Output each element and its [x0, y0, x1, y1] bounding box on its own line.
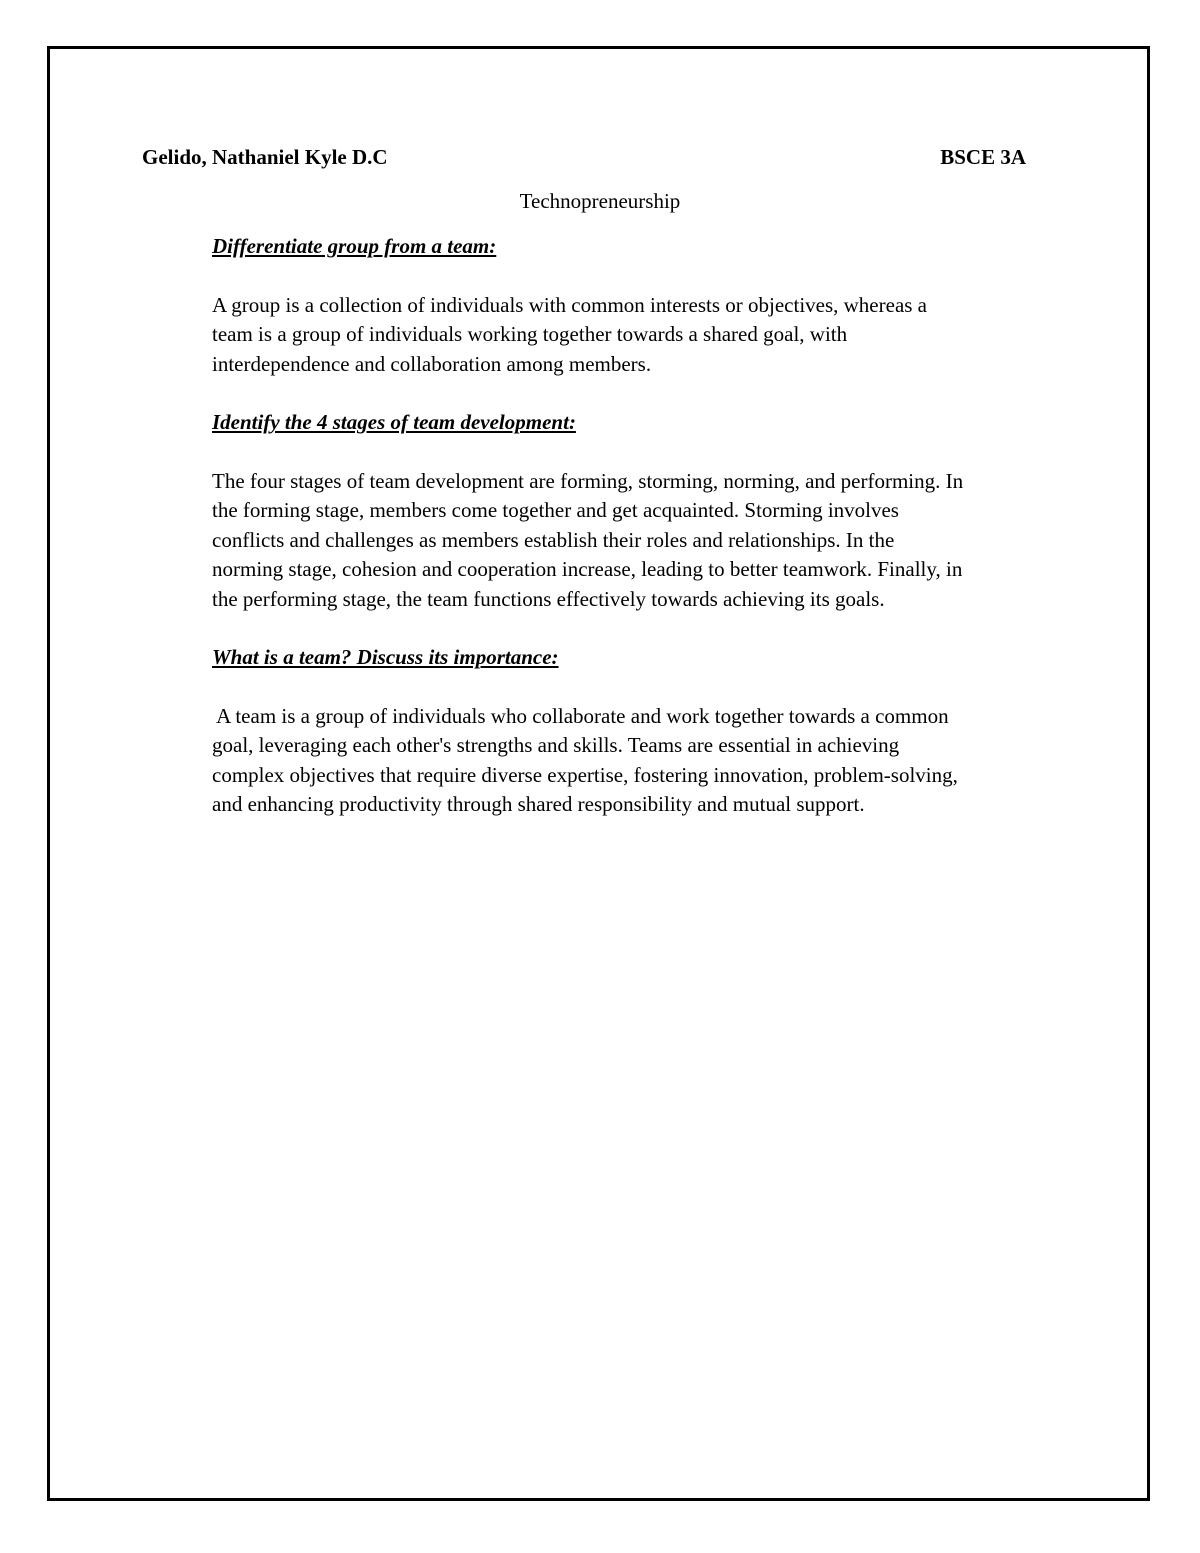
- section-heading: What is a team? Discuss its importance:: [212, 645, 559, 669]
- document-header: [142, 142, 1026, 172]
- paragraph-line: goal, leveraging each other's strengths and skills. Teams are essential in achieving: [212, 733, 900, 757]
- section-heading: Identify the 4 stages of team development:: [212, 410, 576, 434]
- paragraph-line: The four stages of team development are forming, storming, norming, and performing. In: [212, 468, 964, 493]
- section-paragraph: [212, 467, 1072, 615]
- paragraph-line: A group is a collection of individuals with common interests or objectives, whereas a: [212, 292, 928, 317]
- section-heading: Differentiate group from a team:: [212, 234, 497, 258]
- section-paragraph: [212, 702, 1072, 820]
- paragraph-line: the performing stage, the team functions effectively towards achieving its goals.: [212, 586, 885, 611]
- document-body: [212, 232, 1072, 849]
- student-name: Gelido, Nathaniel Kyle D.C: [142, 145, 388, 169]
- paragraph-line: the forming stage, members come together and get acquainted. Storming involves: [212, 498, 899, 522]
- paragraph-line: and enhancing productivity through shared responsibility and mutual support.: [212, 792, 865, 816]
- student-section: BSCE 3A: [940, 145, 1026, 169]
- section-group-vs-team: [212, 232, 1072, 262]
- paragraph-line: complex objectives that require diverse expertise, fostering innovation, problem-solving,: [212, 762, 958, 787]
- section-team-development: [212, 408, 1072, 438]
- paragraph-line: conflicts and challenges as members establish their roles and relationships. In the: [212, 527, 895, 552]
- paragraph-line: A team is a group of individuals who collaborate and work together towards a common: [212, 703, 949, 728]
- section-paragraph: [212, 291, 1072, 380]
- paragraph-line: interdependence and collaboration among members.: [212, 351, 652, 376]
- paragraph-line: norming stage, cohesion and cooperation increase, leading to better teamwork. Finally, in: [212, 557, 963, 581]
- section-team-importance: [212, 643, 1072, 673]
- paragraph-line: team is a group of individuals working together towards a shared goal, with: [212, 322, 848, 346]
- subject-title: Technopreneurship: [519, 189, 681, 213]
